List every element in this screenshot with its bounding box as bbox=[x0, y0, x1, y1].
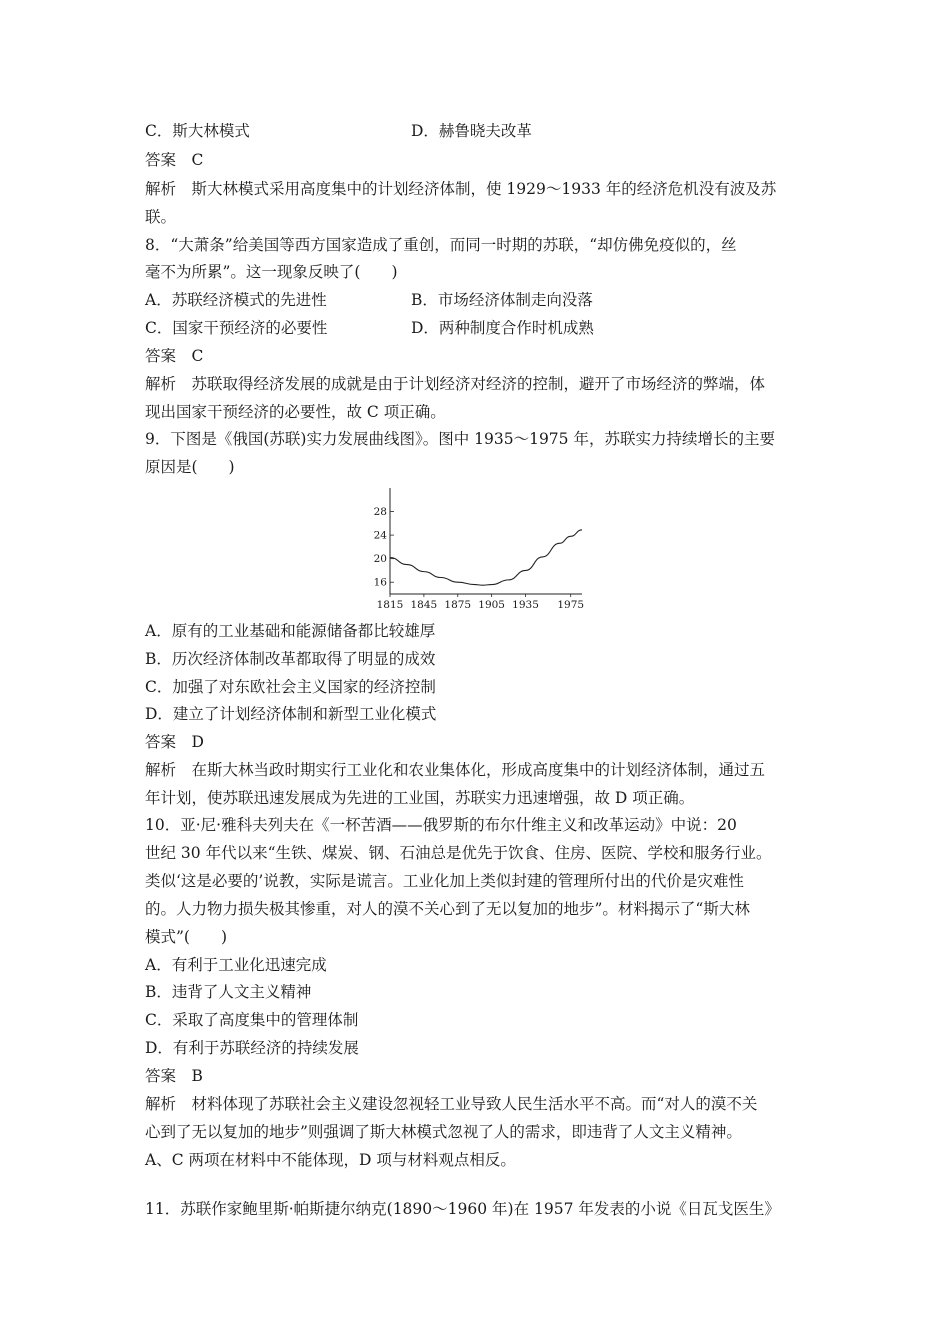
q10-option-c: C．采取了高度集中的管理体制 bbox=[145, 1011, 359, 1029]
chart-ticks bbox=[374, 506, 584, 611]
q9-option-a: A．原有的工业基础和能源储备都比较雄厚 bbox=[145, 622, 436, 640]
q10-stem-line-5: 模式”( ) bbox=[145, 928, 228, 946]
q9-analysis-line-1: 解析 在斯大林当政时期实行工业化和农业集体化，形成高度集中的计划经济体制，通过五 bbox=[145, 761, 766, 779]
q10-analysis-line-1: 解析 材料体现了苏联社会主义建设忽视轻工业导致人民生活水平不高。而“对人的漠不关 bbox=[145, 1095, 758, 1113]
q11-stem-line-1: 11．苏联作家鲍里斯·帕斯捷尔纳克(1890～1960 年)在 1957 年发表的小说《日瓦戈医生》 bbox=[145, 1200, 780, 1218]
q9-option-d: D．建立了计划经济体制和新型工业化模式 bbox=[145, 705, 437, 723]
q10-stem-line-1: 10．亚·尼·雅科夫列夫在《一杯苦酒——俄罗斯的布尔什维主义和改革运动》中说：20 bbox=[145, 816, 737, 834]
q7-analysis-line-2: 联。 bbox=[145, 208, 177, 226]
q9-answer: 答案 D bbox=[145, 733, 204, 751]
q8-answer: 答案 C bbox=[145, 347, 204, 365]
x-tick-label: 1875 bbox=[444, 599, 472, 611]
q8-analysis-line-2: 现出国家干预经济的必要性，故 C 项正确。 bbox=[145, 403, 446, 421]
x-tick-label: 1975 bbox=[557, 599, 585, 611]
q8-stem-line-1: 8．“大萧条”给美国等西方国家造成了重创，而同一时期的苏联，“却仿佛免疫似的，丝 bbox=[145, 236, 737, 254]
y-tick-label: 24 bbox=[373, 529, 387, 542]
q10-answer: 答案 B bbox=[145, 1067, 203, 1085]
x-tick-label: 1905 bbox=[478, 599, 506, 611]
q8-option-c: C．国家干预经济的必要性 bbox=[145, 319, 328, 337]
x-tick-label: 1845 bbox=[410, 599, 438, 611]
q7-answer: 答案 C bbox=[145, 151, 204, 169]
q8-option-b: B．市场经济体制走向没落 bbox=[411, 291, 593, 309]
x-tick-label: 1935 bbox=[512, 599, 539, 611]
y-tick-label: 20 bbox=[373, 553, 387, 566]
q10-stem-line-3: 类似‘这是必要的’说教，实际是谎言。工业化加上类似封建的管理所付出的代价是灾难性 bbox=[145, 872, 744, 890]
q8-option-d: D．两种制度合作时机成熟 bbox=[411, 319, 594, 337]
q10-option-b: B．违背了人文主义精神 bbox=[145, 983, 312, 1001]
q10-analysis-line-3: A、C 两项在材料中不能体现，D 项与材料观点相反。 bbox=[145, 1151, 516, 1169]
q10-stem-line-2: 世纪 30 年代以来“生铁、煤炭、钢、石油总是优先于饮食、住房、医院、学校和服务行业。 bbox=[145, 844, 772, 862]
q10-option-d: D．有利于苏联经济的持续发展 bbox=[145, 1039, 359, 1057]
q9-option-b: B．历次经济体制改革都取得了明显的成效 bbox=[145, 650, 436, 668]
q8-option-a: A．苏联经济模式的先进性 bbox=[145, 291, 327, 309]
x-tick-label: 1815 bbox=[376, 599, 404, 611]
q8-analysis-line-1: 解析 苏联取得经济发展的成就是由于计划经济对经济的控制，避开了市场经济的弊端，体 bbox=[145, 375, 766, 393]
q7-analysis-line-1: 解析 斯大林模式采用高度集中的计划经济体制，使 1929～1933 年的经济危机没有波及苏 bbox=[145, 180, 777, 198]
q9-stem-line-1: 9．下图是《俄国(苏联)实力发展曲线图》。图中 1935～1975 年，苏联实力持续增长的主要 bbox=[145, 430, 775, 448]
y-tick-label: 28 bbox=[373, 506, 387, 519]
q9-analysis-line-2: 年计划，使苏联迅速发展成为先进的工业国，苏联实力迅速增强，故 D 项正确。 bbox=[145, 789, 695, 807]
strength-curve-chart bbox=[360, 482, 590, 614]
q7-option-d: D．赫鲁晓夫改革 bbox=[411, 122, 532, 140]
chart-axes bbox=[390, 488, 582, 594]
chart-series bbox=[390, 530, 582, 585]
q10-analysis-line-2: 心到了无以复加的地步”则强调了斯大林模式忽视了人的需求，即违背了人文主义精神。 bbox=[145, 1123, 742, 1141]
q9-stem-line-2: 原因是( ) bbox=[145, 458, 235, 476]
q9-option-c: C．加强了对东欧社会主义国家的经济控制 bbox=[145, 678, 436, 696]
q7-option-c: C．斯大林模式 bbox=[145, 122, 250, 140]
q10-stem-line-4: 的。人力物力损失极其惨重，对人的漠不关心到了无以复加的地步”。材料揭示了“斯大林 bbox=[145, 900, 750, 918]
strength-curve-line bbox=[390, 530, 582, 585]
q10-option-a: A．有利于工业化迅速完成 bbox=[145, 956, 327, 974]
q8-stem-line-2: 毫不为所累”。这一现象反映了( ) bbox=[145, 263, 398, 281]
y-tick-label: 16 bbox=[373, 576, 387, 589]
